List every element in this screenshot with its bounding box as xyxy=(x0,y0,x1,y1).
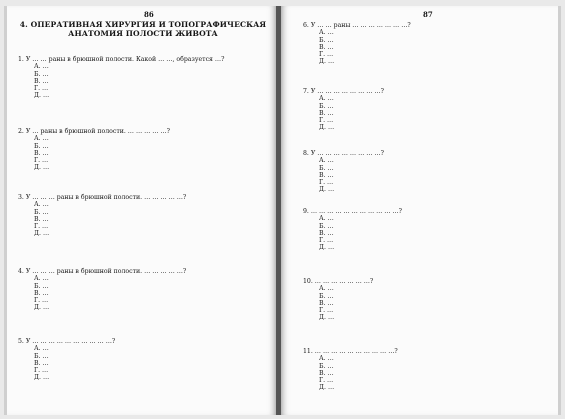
answer-option: Г. … xyxy=(319,307,334,315)
answer-option: Г. … xyxy=(34,297,49,305)
answer-option: А. … xyxy=(319,95,334,103)
answer-option: Б. … xyxy=(34,282,49,290)
question-text: 3. У … … … раны в брюшной полости. … … … … …? xyxy=(18,194,187,201)
answer-option: Г. … xyxy=(34,367,49,375)
question-text: 11. … … … … … … … … … …? xyxy=(303,348,398,355)
question-text: 2. У … раны в брюшной полости. … … … … …? xyxy=(18,128,170,135)
answer-option: Д. … xyxy=(319,58,335,66)
answer-option: Г. … xyxy=(319,117,334,125)
answer-option: Д. … xyxy=(319,186,335,194)
question-text: 8. У … … … … … … … …? xyxy=(303,150,384,157)
question-item xyxy=(303,208,551,252)
left-page xyxy=(4,6,276,415)
answer-option: А. … xyxy=(319,215,334,223)
answer-option: В. … xyxy=(34,289,49,297)
answer-option: Д. … xyxy=(319,244,335,252)
answer-option: Г. … xyxy=(319,377,334,385)
answer-option: А. … xyxy=(34,135,49,143)
answer-option: А. … xyxy=(34,63,49,71)
question-item xyxy=(303,150,551,194)
answer-option: В. … xyxy=(34,77,49,85)
answer-option: Д. … xyxy=(34,304,50,312)
answer-option: Д. … xyxy=(34,92,50,100)
answer-option: Г. … xyxy=(319,179,334,187)
question-text: 5. У … … … … … … … … … …? xyxy=(18,338,116,345)
page-number-left: 86 xyxy=(144,10,154,19)
answer-option: В. … xyxy=(34,215,49,223)
page-edge xyxy=(4,6,7,415)
answer-option: А. … xyxy=(34,275,49,283)
answer-option: А. … xyxy=(319,285,334,293)
answer-option: В. … xyxy=(34,359,49,367)
answer-option: Б. … xyxy=(34,208,49,216)
answer-option: В. … xyxy=(319,171,334,179)
question-item xyxy=(18,194,266,238)
answer-option: Д. … xyxy=(319,384,335,392)
question-item xyxy=(303,88,551,132)
answer-option: Б. … xyxy=(319,292,334,300)
answer-option: Г. … xyxy=(34,85,49,93)
answer-option: Б. … xyxy=(319,36,334,44)
answer-option: Б. … xyxy=(319,222,334,230)
section-heading: 4. ОПЕРАТИВНАЯ ХИРУРГИЯ И ТОПОГРАФИЧЕСКАЯ АНАТОМИЯ ПОЛОСТИ ЖИВОТА xyxy=(19,20,267,38)
answer-option: Б. … xyxy=(34,352,49,360)
answer-option: А. … xyxy=(319,157,334,165)
answer-option: Д. … xyxy=(319,314,335,322)
question-text: 9. … … … … … … … … … … …? xyxy=(303,208,402,215)
answer-option: Б. … xyxy=(34,142,49,150)
answer-option: В. … xyxy=(319,299,334,307)
page-edge xyxy=(558,6,561,415)
question-text: 6. У … … раны … … … … … … …? xyxy=(303,22,411,29)
question-item xyxy=(18,268,266,312)
question-text: 4. У … … … раны в брюшной полости. … … … … …? xyxy=(18,268,187,275)
right-page xyxy=(281,6,561,415)
answer-option: Г. … xyxy=(319,237,334,245)
answer-option: Д. … xyxy=(34,164,50,172)
question-text: 7. У … … … … … … … …? xyxy=(303,88,384,95)
question-item xyxy=(18,128,266,172)
question-item xyxy=(18,338,266,382)
answer-option: В. … xyxy=(319,229,334,237)
answer-option: Б. … xyxy=(319,362,334,370)
answer-option: А. … xyxy=(34,201,49,209)
question-item xyxy=(18,56,266,100)
page-number-right: 87 xyxy=(423,10,433,19)
answer-option: Д. … xyxy=(34,230,50,238)
answer-option: Г. … xyxy=(319,51,334,59)
answer-option: А. … xyxy=(34,345,49,353)
answer-option: В. … xyxy=(319,43,334,51)
answer-option: Д. … xyxy=(34,374,50,382)
answer-option: В. … xyxy=(34,149,49,157)
question-item xyxy=(303,278,551,322)
question-text: 10. … … … … … … …? xyxy=(303,278,374,285)
question-item xyxy=(303,22,551,66)
answer-option: В. … xyxy=(319,109,334,117)
answer-option: Б. … xyxy=(319,102,334,110)
answer-option: Г. … xyxy=(34,157,49,165)
answer-option: Б. … xyxy=(34,70,49,78)
answer-option: Д. … xyxy=(319,124,335,132)
answer-option: А. … xyxy=(319,29,334,37)
answer-option: Б. … xyxy=(319,164,334,172)
question-item xyxy=(303,348,551,392)
answer-option: В. … xyxy=(319,369,334,377)
answer-option: А. … xyxy=(319,355,334,363)
answer-option: Г. … xyxy=(34,223,49,231)
question-text: 1. У … … раны в брюшной полости. Какой … …, образуется …? xyxy=(18,56,225,63)
